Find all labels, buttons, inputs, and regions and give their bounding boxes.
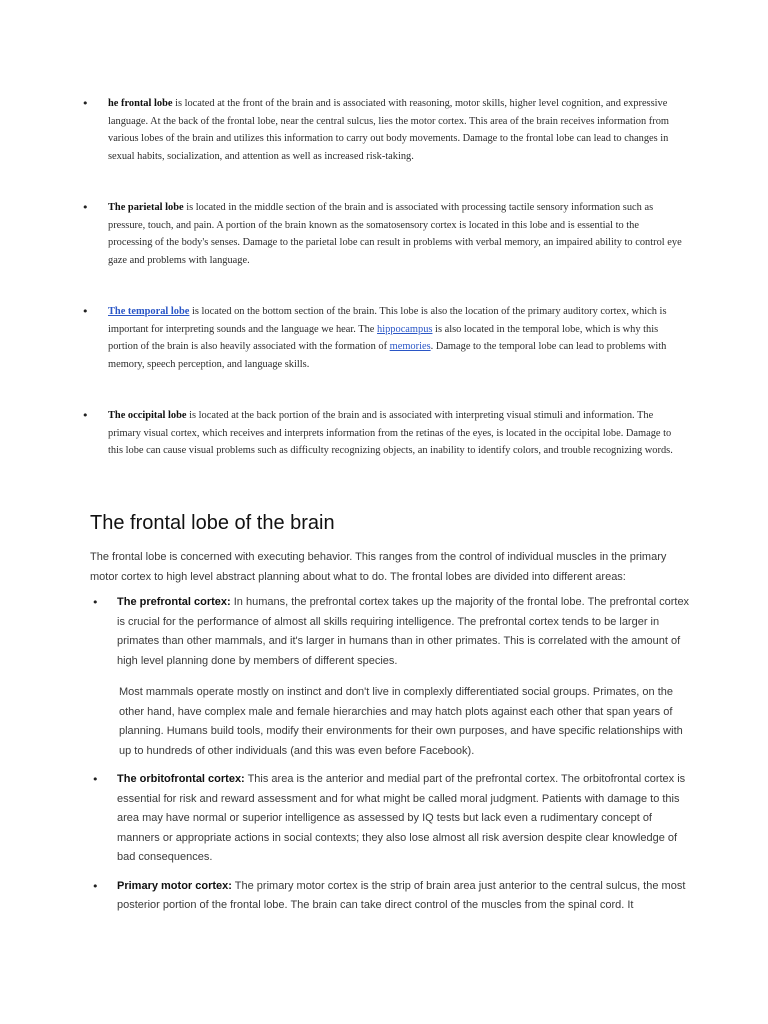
list-item-parietal-lobe [82, 199, 682, 269]
description-text: The primary motor cortex is the strip of brain area just anterior to the central sulcus, the most posterior portion of the frontal lobe. The brain can take direct control of the muscles from the spinal cord. It [117, 879, 686, 911]
bullet-icon: • [92, 773, 99, 786]
list-item-temporal-lobe [82, 303, 682, 373]
frontal-lobe-section [90, 508, 690, 925]
list-item-occipital-lobe [82, 407, 682, 460]
term-occipital-lobe: The occipital lobe [108, 410, 187, 421]
temporal-lobe-link[interactable]: The temporal lobe [108, 306, 190, 317]
list-item-primary-motor-cortex [90, 877, 690, 916]
term-parietal-lobe: The parietal lobe [108, 202, 184, 213]
description-text: is located in the middle section of the brain and is associated with processing tactile sensory information such as pressure, touch, and pain. A portion of the brain known as the somatosensory cortex is located in this lobe and is essential to the processing of the body's senses. Damage to the parietal lobe can result in problems with verbal memory, an impaired ability to control eye gaze and problems with language. [108, 202, 682, 266]
description-text: . Damage to the temporal lobe can lead to problems with memory, speech perception, and language skills. [108, 341, 667, 370]
memories-link[interactable]: memories [389, 341, 431, 352]
hippocampus-link[interactable]: hippocampus [377, 323, 433, 335]
list-item-orbitofrontal-cortex [90, 770, 690, 868]
lobe-list [82, 95, 682, 460]
bullet-icon: • [82, 409, 89, 422]
term-orbitofrontal-cortex: The orbitofrontal cortex: [117, 773, 245, 785]
bullet-icon: • [92, 879, 99, 893]
description-text: In humans, the prefrontal cortex takes up the majority of the frontal lobe. The prefrontal cortex is crucial for the performance of almost all skills requiring intelligence. The prefrontal cortex tends to be larger in primates than other mammals, and it's larger in humans than in other primates. This is correlated with the amount of high level planning done by members of different species. [117, 596, 690, 667]
frontal-areas-list [90, 593, 690, 916]
term-primary-motor-cortex: Primary motor cortex: [117, 879, 232, 892]
description-text: This area is the anterior and medial part of the prefrontal cortex. The orbitofrontal cortex is essential for risk and reward assessment and for what might be called moral judgment. Patients with damage to this area may have normal or superior intelligence as assessed by IQ tests but lack even a rudimentary concept of manners or appropriate actions in social contexts; they also lose almost all risk aversion despite clear knowledge of bad consequences. [117, 773, 686, 863]
bullet-icon: • [82, 201, 89, 214]
list-item-frontal-lobe [82, 95, 682, 165]
description-text: is located at the front of the brain and is associated with reasoning, motor skills, higher level cognition, and expressive language. At the back of the frontal lobe, near the central sulcus, lies the motor cortex. This area of the brain receives information from various lobes of the brain and utilizes this information to carry out body movements. Damage to the frontal lobe can lead to changes in sexual habits, socialization, and attention as well as increased risk-taking. [108, 98, 669, 162]
term-prefrontal-cortex: The prefrontal cortex: [117, 596, 231, 608]
list-item-prefrontal-cortex [90, 593, 690, 761]
description-text: is also located in the temporal lobe, which is why this portion of the brain is also heavily associated with the formation of [108, 323, 659, 352]
description-text: is located at the back portion of the brain and is associated with interpreting visual stimuli and information. The primary visual cortex, which receives and interprets information from the retinas of the eyes, is located in the occipital lobe. Damage to this lobe can cause visual problems such as difficulty recognizing objects, an inability to identify colors, and trouble recognizing words. [108, 410, 673, 456]
bullet-icon: • [82, 305, 89, 318]
prefrontal-extra-paragraph: Most mammals operate mostly on instinct and don't live in complexly differentiated social groups. Primates, on the other hand, have complex male and female hierarchies and may hatch plots against each other that span years of planning. Humans build tools, modify their environments for their own purposes, and have specific relationships with up to hundreds of other individuals (and this was even before Facebook). [119, 686, 683, 757]
description-text: is located on the bottom section of the brain. This lobe is also the location of the primary auditory cortex, which is important for interpreting sounds and the language we hear. The [108, 306, 667, 335]
section-heading: The frontal lobe of the brain [90, 512, 335, 534]
term-frontal-lobe: he frontal lobe [108, 98, 173, 109]
bullet-icon: • [92, 596, 99, 609]
bullet-icon: • [82, 97, 89, 110]
intro-paragraph: The frontal lobe is concerned with executing behavior. This ranges from the control of individual muscles in the primary motor cortex to high level abstract planning about what to do. The frontal lobes are divided into different areas: [90, 551, 667, 583]
